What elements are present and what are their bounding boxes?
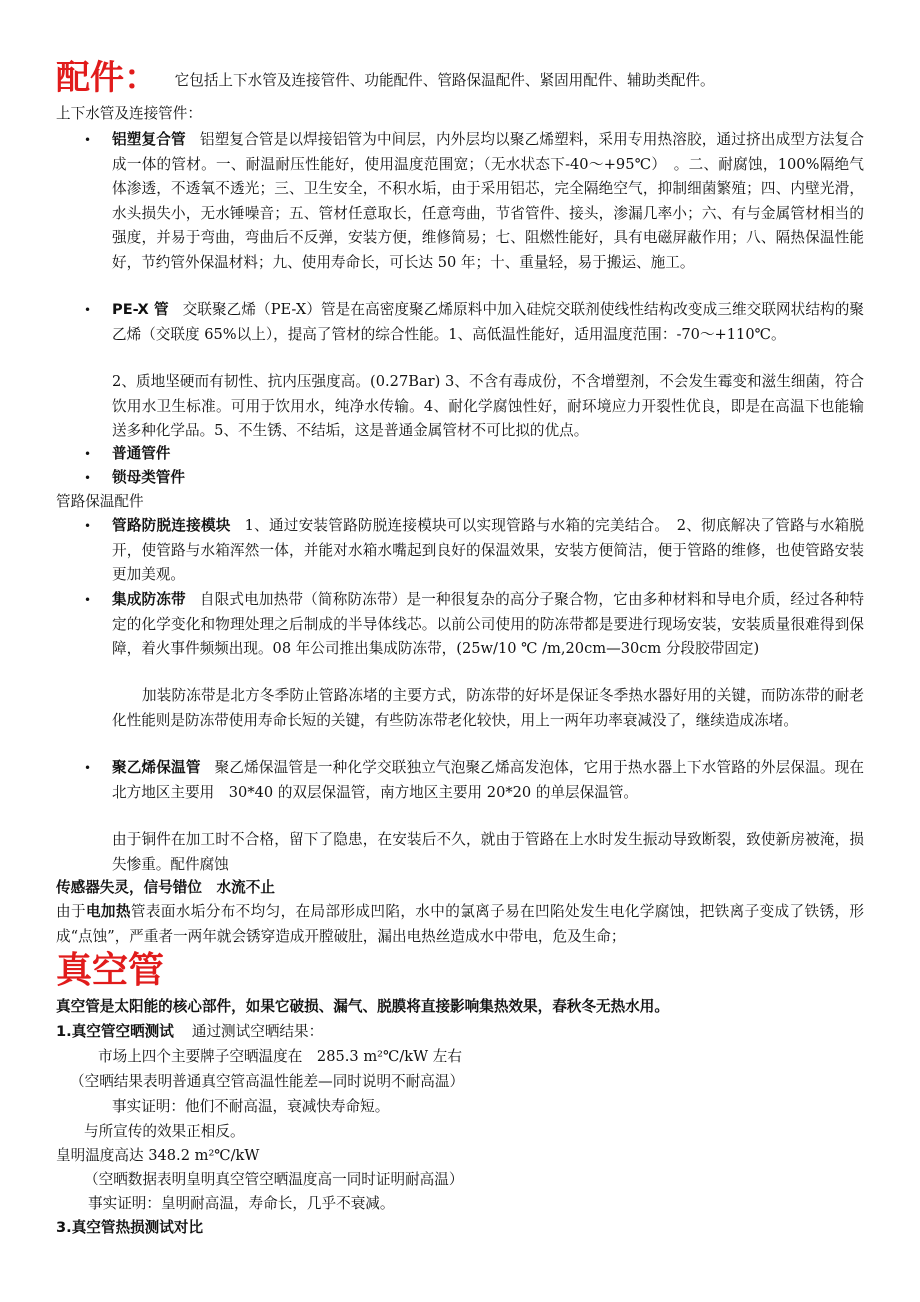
bullet-dot: •: [84, 761, 92, 775]
section-intro: 它包括上下水管及连接管件、功能配件、管路保温配件、紧固用配件、辅助类配件。: [174, 72, 715, 89]
test-result-line: 市场上四个主要牌子空晒温度在 285.3 m²℃/kW 左右: [98, 1048, 462, 1065]
bullet-dot: •: [84, 303, 92, 317]
item-text: 聚乙烯保温管是一种化学交联独立气泡聚乙烯高发泡体，它用于热水器上下水管路的外层保温。现在北方地区主要用 30*40 的双层保温管，南方地区主要用 20*20 的单层保温管。: [112, 759, 864, 801]
list-item-antifreeze-belt: [112, 588, 864, 662]
list-item-pe-insulation-pipe: [112, 756, 864, 805]
subheading-insulation: 管路保温配件: [56, 493, 144, 510]
heater-bold-term: 电加热: [85, 903, 131, 920]
item-head: 聚乙烯保温管: [112, 759, 201, 776]
bullet-dot: •: [84, 447, 92, 461]
vacuum-tube-lead: 真空管是太阳能的核心部件，如果它破损、漏气、脱膜将直接影响集热效果，春秋冬无热水用。: [56, 998, 669, 1015]
item-text: 铝塑复合管是以焊接铝管为中间层，内外层均以聚乙烯塑料，采用专用热溶胶，通过挤出成型方法复合成一体的管材。一、耐温耐压性能好，使用温度范围宽；（无水状态下-40～+95℃） 。二、耐腐蚀，100%隔绝气体渗透，不透氧不透光；三、卫生安全，不积水垢，由于采用铝芯，完全隔绝空气，抑制细菌繁殖；四、内壁光滑，水头损失小，无水锤噪音；五、管材任意取长，任意弯曲，节省管件、接头，渗漏几率小；六、有与金属管材相当的强度，并易于弯曲，弯曲后不反弹，安装方便，维修简易；七、阻燃性能好，具有电磁屏蔽作用；八、隔热保温性能好，节约管外保温材料；九、使用寿命长，可长达 50 年；十、重量轻，易于搬运、施工。: [112, 131, 864, 271]
test-result-line: 事实证明：皇明耐高温，寿命长，几乎不衰减。: [88, 1195, 395, 1212]
section-title-peijian: 配件：: [56, 58, 158, 98]
test-result-line: 事实证明：他们不耐高温，衰减快寿命短。: [112, 1098, 390, 1115]
item-text: 1、通过安装管路防脱连接模块可以实现管路与水箱的完美结合。 2、彻底解决了管路与水箱脱开，使管路与水箱浑然一体，并能对水箱水嘴起到良好的保温效果，安装方便简洁，便于管路的维修，也使管路安装更加美观。: [112, 517, 864, 584]
list-item-aluminum-plastic-pipe: [112, 128, 864, 276]
test3-heading: 3.真空管热损测试对比: [56, 1219, 204, 1236]
section-title-vacuum-tube: 真空管: [56, 950, 165, 991]
item-text: 交联聚乙烯（PE-X）管是在高密度聚乙烯原料中加入硅烷交联剂使线性结构改变成三维交联网状结构的聚乙烯（交联度 65%以上），提高了管材的综合性能。1、高低温性能好，适用温度范围：-70～+110℃。: [112, 301, 864, 343]
item-head: 管路防脱连接模块: [112, 517, 231, 534]
item-text: 自限式电加热带（简称防冻带）是一种很复杂的高分子聚合物，它由多种材料和导电介质，经过各种特定的化学变化和物理处理之后制成的半导体线芯。以前公司使用的防冻带都是要进行现场安装，安装质量很难得到保障，着火事件频频出现。08 年公司推出集成防冻带，(25w/10 ℃ /m,20cm—30cm 分段胶带固定): [112, 591, 864, 658]
item-head: 铝塑复合管: [112, 131, 186, 148]
section-header-peijian: [56, 58, 715, 98]
list-item-anti-detach-module: [112, 514, 864, 588]
electric-heater-paragraph: [56, 900, 864, 949]
list-item-antifreeze-belt-continued: 加装防冻带是北方冬季防止管路冻堵的主要方式，防冻带的好坏是保证冬季热水器好用的关键，而防冻带的耐老化性能则是防冻带使用寿命长短的关键，有些防冻带老化较快，用上一两年功率衰减没了，继续造成冻堵。: [112, 687, 864, 729]
list-item-common-fittings: 普通管件: [112, 445, 171, 462]
test1-text: 通过测试空晒结果：: [191, 1023, 324, 1040]
list-item-pex-pipe: [112, 298, 864, 347]
list-item-pex-pipe-continued: 2、质地坚硬而有韧性、抗内压强度高。(0.27Bar) 3、不含有毒成份，不含增塑剂，不会发生霉变和滋生细菌，符合饮用水卫生标准。可用于饮用水，纯净水传输。4、耐化学腐蚀性好，耐环境应力开裂性优良，即是在高温下也能输送多种化学品。5、不生锈、不结垢，这是普通金属管材不可比拟的优点。: [112, 373, 864, 440]
test1-line: [56, 1020, 323, 1044]
bullet-dot: •: [84, 471, 92, 485]
item-head: 集成防冻带: [112, 591, 186, 608]
test-result-line: 皇明温度高达 348.2 m²℃/kW: [56, 1147, 260, 1164]
sensor-heading: 传感器失灵，信号错位 水流不止: [56, 879, 275, 896]
test1-heading: 1.真空管空晒测试: [56, 1023, 174, 1040]
bullet-dot: •: [84, 133, 92, 147]
subheading-pipes: 上下水管及连接管件：: [56, 105, 202, 122]
test-result-line: （空晒结果表明普通真空管高温性能差—同时说明不耐高温）: [70, 1073, 465, 1090]
list-item-lock-nut-fittings: 锁母类管件: [112, 469, 185, 486]
item-head: PE-X 管: [112, 301, 169, 318]
test-result-line: 与所宣传的效果正相反。: [84, 1123, 245, 1140]
heater-prefix: 由于: [56, 903, 86, 920]
bullet-dot: •: [84, 593, 92, 607]
list-item-copper-failure-note: 由于铜件在加工时不合格，留下了隐患，在安装后不久，就由于管路在上水时发生振动导致断裂，致使新房被淹，损失惨重。配件腐蚀: [112, 831, 864, 873]
heater-text: 管表面水垢分布不均匀，在局部形成凹陷，水中的氯离子易在凹陷处发生电化学腐蚀，把铁离子变成了铁锈，形成“点蚀”，严重者一两年就会锈穿造成开膛破肚，漏出电热丝造成水中带电，危及生命；: [56, 903, 864, 945]
test-result-line: （空晒数据表明皇明真空管空晒温度高一同时证明耐高温）: [84, 1171, 464, 1188]
bullet-dot: •: [84, 519, 92, 533]
